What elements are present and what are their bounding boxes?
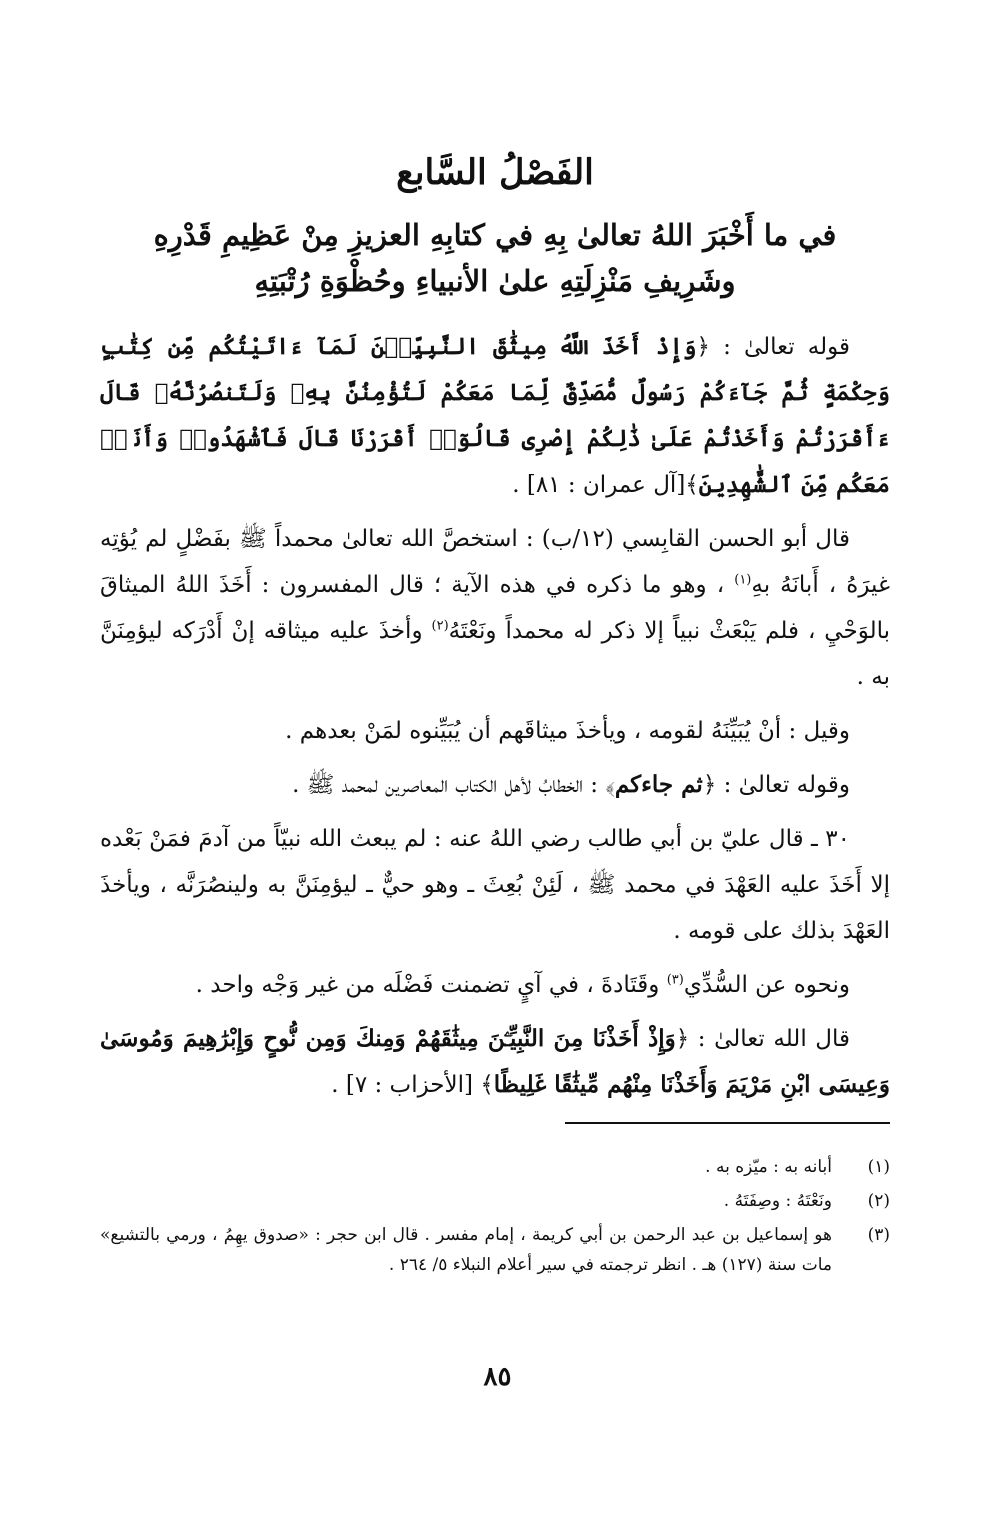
footnote-item: [100, 1152, 890, 1182]
footnote-marker-2[interactable]: (٢): [431, 618, 449, 634]
page-body: [100, 140, 890, 1284]
quran-verse: وَإِذْ أَخَذْنَا مِنَ النَّبِيِّـۧنَ مِيثَٰقَهُمْ وَمِنكَ وَمِن نُّوحٍ وَإِبْرَٰهِيمَ وَمُوسَىٰ وَعِيسَى ابْنِ مَرْيَمَ وَأَخَذْنَا مِنْهُم مِّيثَٰقًا غَلِيظًا: [100, 1025, 890, 1098]
footnote-text: هو إسماعيل بن عبد الرحمن بن أبي كريمة ، إمام مفسر . قال ابن حجر : «صدوق يهِمُ ، ورمي بالتشيع» مات سنة (١٢٧) هـ . انظر ترجمته في سير أعلام النبلاء ٥/ ٢٦٤ .: [100, 1225, 832, 1275]
verse-reference: [آل عمران : ٨١] .: [512, 472, 686, 498]
verse-close-bracket: ﴾: [685, 472, 699, 498]
footnote-text: ونَعْتَهُ : وصِفَتَهُ .: [723, 1191, 832, 1211]
paragraph-intro: قوله تعالىٰ :: [709, 334, 850, 360]
paragraph-verse-al-imran: [100, 324, 890, 508]
paragraph-suddi: [100, 962, 890, 1008]
footnote-divider: [565, 1122, 890, 1124]
paragraph-text: : الخطابُ لأهل الكتاب المعاصرين لمحمد ﷺ .: [292, 772, 606, 798]
verse-close-bracket: ﴾: [480, 1072, 494, 1098]
footnote-number: (١): [867, 1157, 890, 1177]
paragraph-text: ونحوه عن السُّدِّي: [683, 972, 850, 998]
paragraph-qila: وقيل : أنْ يُبَيِّنَهُ لقومه ، ويأخذَ ميثاقَهم أن يُبَيِّنوه لمَنْ بعدهم .: [285, 718, 850, 744]
verse-open-bracket: ﴿: [702, 772, 717, 798]
footnote-number: (٣): [867, 1225, 890, 1245]
subtitle-line-1: في ما أَخْبَرَ اللهُ تعالىٰ بِهِ في كتابِهِ العزيزِ مِنْ عَظِيمِ قَدْرِهِ: [153, 218, 837, 252]
chapter-subtitle: [100, 212, 890, 304]
paragraph-text: قال أبو الحسن القابِسي (١٢/ب) : استخصَّ الله تعالىٰ محمداً ﷺ بفَضْلٍ لم يُؤتِه غيرَهُ ، أَبانَهُ بهِ: [100, 526, 890, 598]
footnote-number: (٢): [867, 1191, 890, 1211]
page-number: ٨٥: [483, 1362, 512, 1392]
verse-open-bracket: ﴿: [675, 1026, 690, 1052]
paragraph-thumma-jaakum: [100, 762, 890, 808]
quran-verse: وَإِذْ أَخَذَ اللَّهُ مِيثَٰقَ النَّبِيِّـۧنَ لَمَآ ءَاتَيْتُكُم مِّن كِتَٰبٍ وَحِكْمَةٍ ثُمَّ جَآءَكُمْ رَسُولٌ مُّصَدِّقٌ لِّمَا مَعَكُمْ لَتُؤْمِنُنَّ بِهِۦ وَلَتَنصُرُنَّهُۥ قَالَ ءَأَقْرَرْتُمْ وَأَخَذْتُمْ عَلَىٰ ذَٰلِكُمْ إِصْرِى قَالُوٓا۟ أَقْرَرْنَا قَالَ فَٱشْهَدُوا۟ وَأَنَا۠ مَعَكُم مِّنَ ٱلشَّٰهِدِينَ: [100, 333, 890, 498]
paragraph-verse-ahzab: [100, 1016, 890, 1108]
paragraph-intro: وقوله تعالىٰ :: [716, 772, 850, 798]
verse-close-bracket: ﴾: [605, 772, 615, 798]
paragraph-text: وقَتَادةَ ، في آيٍ تضمنت فَضْلَه من غير وَجْه واحد .: [195, 972, 667, 998]
footnote-item: [100, 1220, 890, 1280]
footnote-text: أبانه به : ميّزه به .: [705, 1157, 832, 1177]
paragraph-text: وأخذَ عليه ميثاقه إنْ أَدْرَكه ليؤمِنَنَّ به .: [100, 618, 890, 690]
verse-reference: [الأحزاب : ٧] .: [331, 1072, 481, 1098]
footnote-marker-3[interactable]: (٣): [666, 972, 684, 988]
footnote-marker-1[interactable]: (١): [734, 572, 752, 588]
quran-verse: ثم جاءكم: [614, 771, 703, 798]
paragraph-numbered-30: ٣٠ ـ قال عليّ بن أبي طالب رضي اللهُ عنه : لم يبعث الله نبيّاً من آدمَ فمَنْ بَعْده إلا أَخَذَ عليه العَهْدَ في محمد ﷺ ، لَئِنْ بُعِثَ ـ وهو حيٌّ ـ ليؤمِنَنَّ به ولينصُرَنَّه ، ويأخذَ العَهْدَ بذلك على قومه .: [100, 826, 890, 944]
subtitle-line-2: وشَرِيفِ مَنْزِلَتِهِ علىٰ الأنبياءِ وحُظْوَةِ رُتْبَتِهِ: [254, 264, 736, 298]
paragraph-qabisi: [100, 516, 890, 700]
chapter-title: الفَصْلُ السَّابع: [396, 152, 594, 193]
verse-open-bracket: ﴿: [696, 334, 710, 360]
footnote-item: [100, 1186, 890, 1216]
footnotes: [100, 1152, 890, 1280]
paragraph-intro: قال الله تعالىٰ :: [689, 1026, 850, 1052]
paragraph-text: ، وهو ما ذكره في هذه الآية ؛ قال المفسرون : أَخَذَ اللهُ الميثاقَ بالوَحْيِ ، فلم يَبْعَثْ نبياً إلا ذكر له محمداً ونَعْتَهُ: [100, 572, 890, 644]
